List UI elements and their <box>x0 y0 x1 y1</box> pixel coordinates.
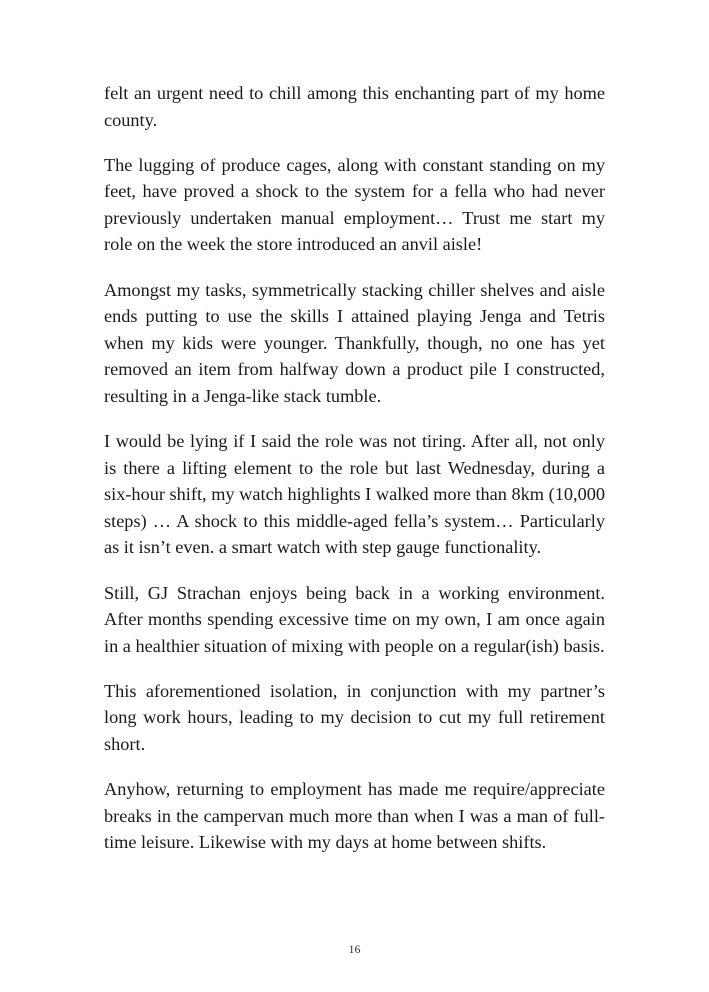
paragraph-3: Amongst my tasks, symmetrically stacking chiller shelves and aisle ends putting to use the skills I attained playing Jenga and Tetris when my kids were younger. Thankfully, though, no one has yet removed an item from halfway down a product pile I constructed, resulting in a Jenga-like stack tumble. <box>104 279 605 406</box>
paragraph-4: I would be lying if I said the role was not tiring. After all, not only is there a lifting element to the role but last Wednesday, during a six-hour shift, my watch highlights I walked more than 8km (10,000 steps) … A shock to this middle-aged fella’s system… Particularly as it isn’t even. a smart watch with step gauge functionality. <box>104 431 605 558</box>
paragraph-5: Still, GJ Strachan enjoys being back in a working environment. After months spending excessive time on my own, I am once again in a healthier situation of mixing with people on a regular(ish) basis. <box>104 582 605 656</box>
paragraph-2: The lugging of produce cages, along with constant standing on my feet, have proved a shock to the system for a fella who had never previously undertaken manual employment… Trust me start my role on the week the store introduced an anvil aisle! <box>104 154 605 255</box>
paragraph-7: Anyhow, returning to employment has made me require/appreciate breaks in the campervan much more than when I was a man of full-time leisure. Likewise with my days at home between shifts. <box>104 779 605 853</box>
body-text <box>104 80 605 874</box>
paragraph-6: This aforementioned isolation, in conjunction with my partner’s long work hours, leading to my decision to cut my full retirement short. <box>104 680 605 754</box>
paragraph-1: felt an urgent need to chill among this enchanting part of my home county. <box>104 83 605 130</box>
page-number: 16 <box>348 942 361 956</box>
